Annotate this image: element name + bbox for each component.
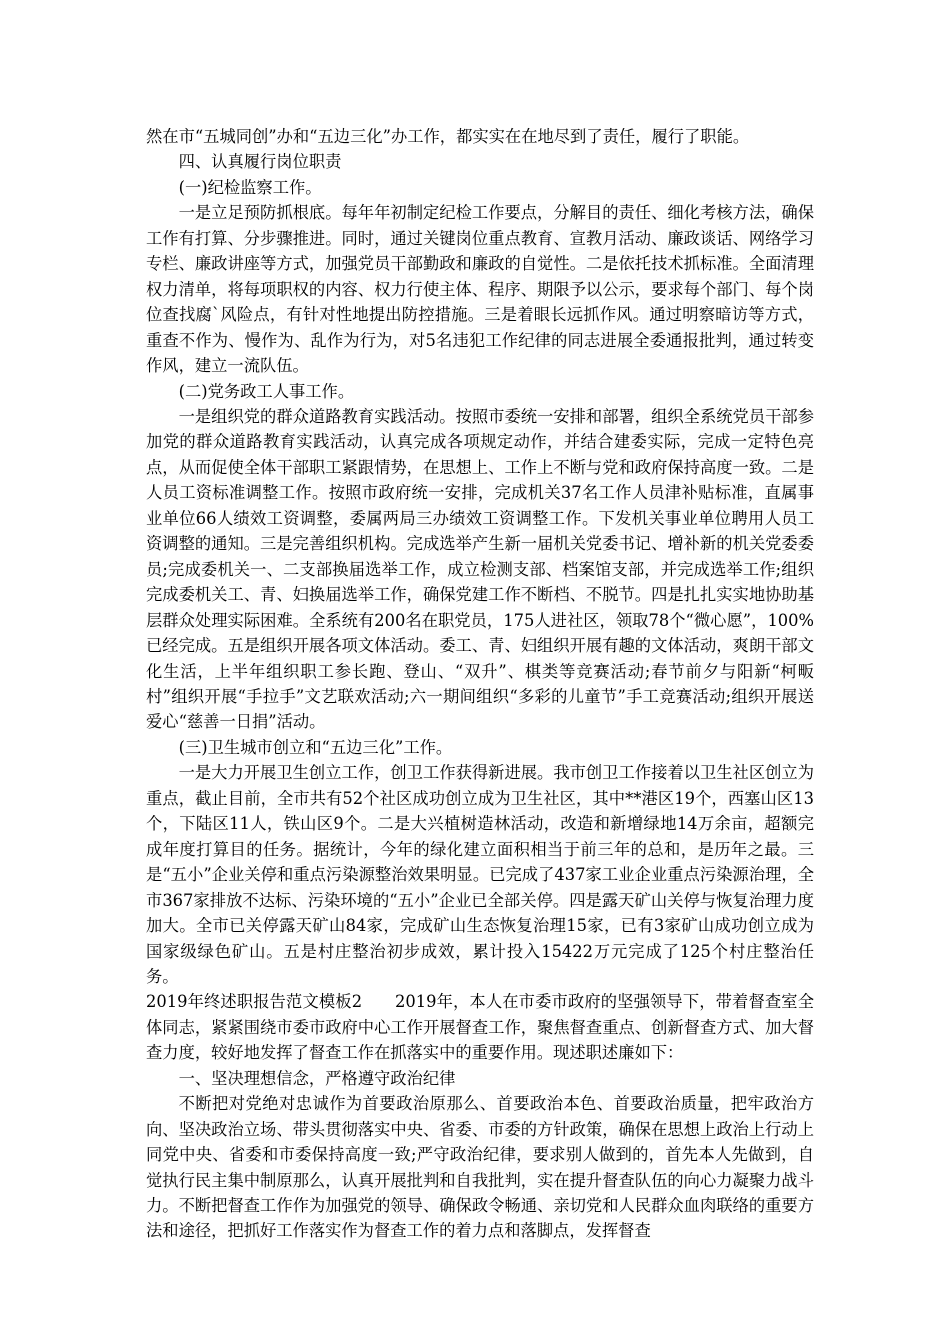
- paragraph-party-personnel: 一是组织党的群众道路教育实践活动。按照市委统一安排和部署，组织全系统党员干部参加党的群众道路教育实践活动，认真完成各项规定动作，并结合建委实际，完成一定特色亮点，从而促使全体干部职工紧跟情势，在思想上、工作上不断与党和政府保持高度一致。二是人员工资标准调整工作。按照市政府统一安排，完成机关37名工作人员津补贴标准，直属事业单位66人绩效工资调整，委属两局三办绩效工资调整工作。下发机关事业单位聘用人员工资调整的通知。三是完善组织机构。完成选举产生新一届机关党委书记、增补新的机关党委委员;完成委机关一、二支部换届选举工作，成立检测支部、档案馆支部，并完成选举工作;组织完成委机关工、青、妇换届选举工作，确保党建工作不断档、不脱节。四是扎扎实实地协助基层群众处理实际困难。全系统有200名在职党员，175人进社区，领取78个“微心愿”，100%已经完成。五是组织开展各项文体活动。委工、青、妇组织开展有趣的文体活动，爽朗干部文化生活，上半年组织职工参长跑、登山、“双升”、棋类等竞赛活动;春节前夕与阳新“柯畈村”组织开展“手拉手”文艺联欢活动;六一期间组织“多彩的儿童节”手工竞赛活动;组织开展送爱心“慈善一日捐”活动。: [146, 406, 814, 732]
- paragraph-continuation: 然在市“五城同创”办和“五边三化”办工作，都实实在在地尽到了责任，履行了职能。: [146, 127, 750, 146]
- subheading-party-personnel: (二)党务政工人事工作。: [178, 381, 355, 401]
- section-heading-political-discipline: 一、坚决理想信念，严格遵守政治纪律: [178, 1068, 456, 1088]
- section-heading-duties: 四、认真履行岗位职责: [178, 152, 342, 172]
- paragraph-template-2-intro: 2019年终述职报告范文模板2 2019年，本人在市委市政府的坚强领导下，带着督查室全体同志，紧紧围绕市委市政府中心工作开展督查工作，聚焦督查重点、创新督查方式、加大督查力度，较好地发挥了督查工作在抓落实中的重要作用。现述职述廉如下：: [146, 992, 814, 1063]
- paragraph-political-discipline: 不断把对党绝对忠诚作为首要政治原那么、首要政治本色、首要政治质量，把牢政治方向、坚决政治立场、带头贯彻落实中央、省委、市委的方针政策，确保在思想上政治上行动上同党中央、省委和市委保持高度一致;严守政治纪律，要求别人做到的，首先本人先做到，自觉执行民主集中制原那么，认真开展批判和自我批判，实在提升督查队伍的向心力凝聚力战斗力。不断把督查工作作为加强党的领导、确保政令畅通、亲切党和人民群众血肉联络的重要方法和途径，把抓好工作落实作为督查工作的着力点和落脚点，发挥督查: [146, 1094, 814, 1241]
- subheading-health-city: (三)卫生城市创立和“五边三化”工作。: [178, 737, 453, 757]
- subheading-discipline-inspection: (一)纪检监察工作。: [178, 177, 322, 197]
- document-body: [146, 124, 814, 1244]
- paragraph-discipline-inspection: 一是立足预防抓根底。每年年初制定纪检工作要点，分解目的责任、细化考核方法，确保工作有打算、分步骤推进。同时，通过关键岗位重点教育、宣教月活动、廉政谈话、网络学习专栏、廉政讲座等方式，加强党员干部勤政和廉政的自觉性。二是依托技术抓标准。全面清理权力清单，将每项职权的内容、权力行使主体、程序、期限予以公示，要求每个部门、每个岗位查找腐`风险点，有针对性地提出防控措施。三是着眼长远抓作风。通过明察暗访等方式，重查不作为、慢作为、乱作为行为，对5名违犯工作纪律的同志进展全委通报批判，通过转变作风，建立一流队伍。: [146, 203, 814, 376]
- paragraph-health-city: 一是大力开展卫生创立工作，创卫工作获得新进展。我市创卫工作接着以卫生社区创立为重点，截止目前，全市共有52个社区成功创立成为卫生社区，其中**港区19个，西塞山区13个，下陆区11人，铁山区9个。二是大兴植树造林活动，改造和新增绿地14万余亩，超额完成年度打算目的任务。据统计，今年的绿化建立面积相当于前三年的总和，是历年之最。三是“五小”企业关停和重点污染源整治效果明显。已完成了437家工业企业重点污染源治理，全市367家排放不达标、污染环境的“五小”企业已全部关停。四是露天矿山关停与恢复治理力度加大。全市已关停露天矿山84家，完成矿山生态恢复治理15家，已有3家矿山成功创立成为国家级绿色矿山。五是村庄整治初步成效，累计投入15422万元完成了125个村庄整治任务。: [146, 763, 814, 986]
